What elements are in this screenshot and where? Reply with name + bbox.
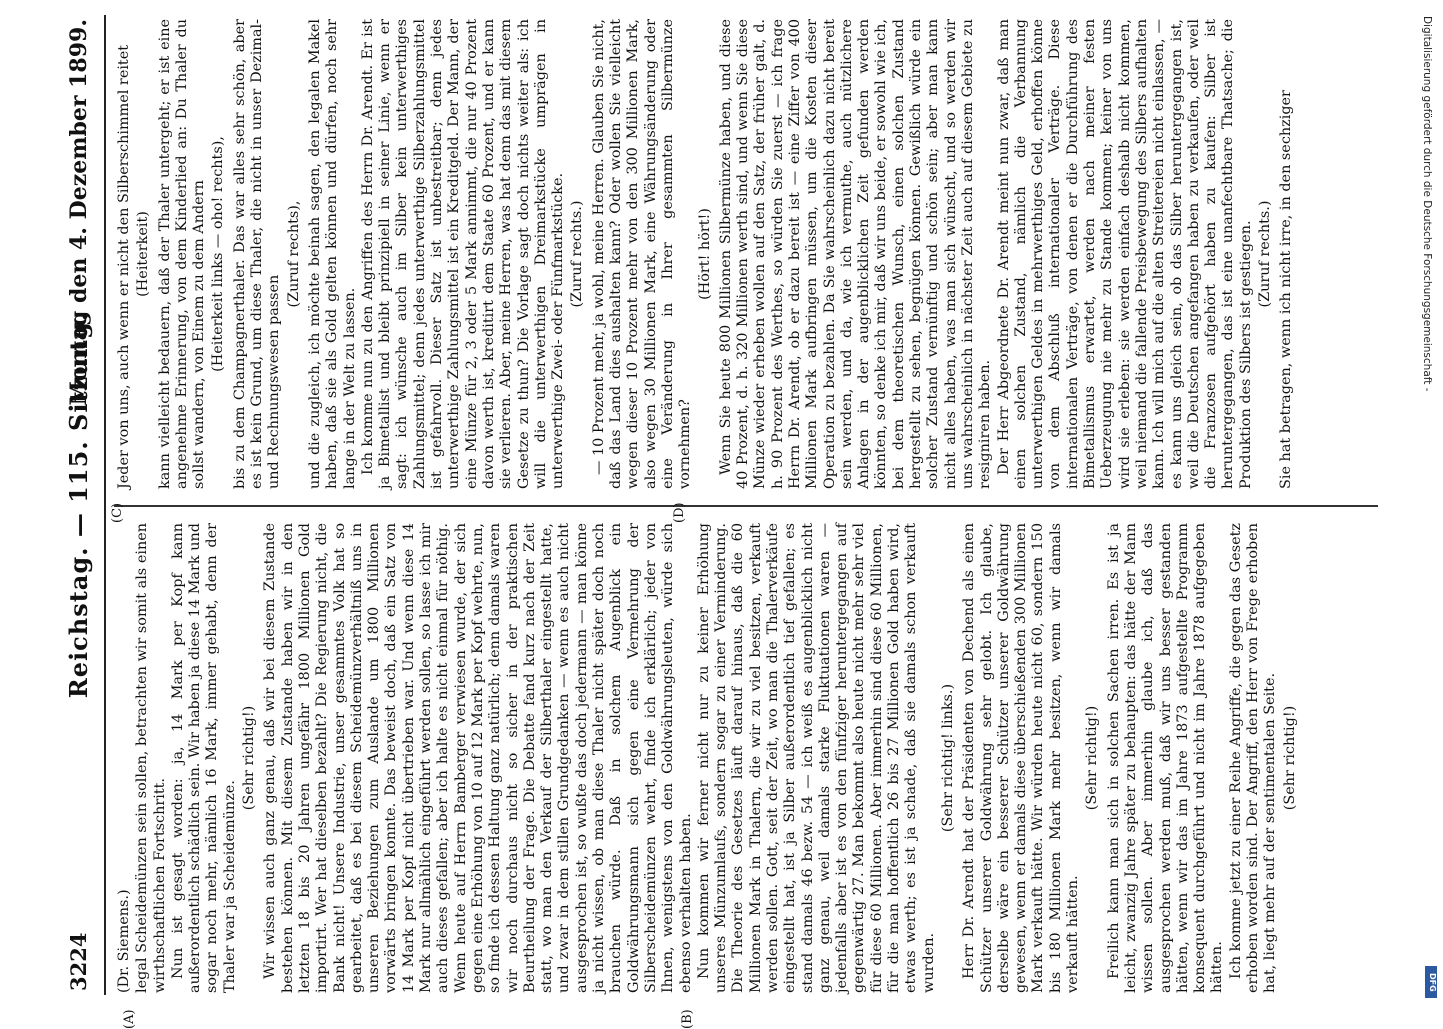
dfg-logo: DFG bbox=[1425, 966, 1437, 998]
interjection: (Sehr richtig!) bbox=[1281, 705, 1298, 811]
paragraph: Ich komme jetzt zu einer Reihe Angriffe, die gegen das Gesetz erhoben worden sind. Der Angriff, den Herr von Frege erhoben hat, liegt mehr auf der sentimentalen Seite. bbox=[1227, 523, 1279, 993]
digitization-watermark bbox=[1423, 6, 1443, 996]
interjection: (Heiterkeit) bbox=[135, 211, 152, 297]
interjection: (Zuruf rechts), bbox=[285, 200, 302, 308]
page-header bbox=[60, 15, 106, 995]
margin-mark-b: (B) bbox=[680, 1009, 695, 1029]
paragraph: kann vielleicht bedauern, daß der Thaler untergeht; er ist eine angenehme Erinnerung, von dem Kinderlied an: Du Thaler du sollst wandern, von Einem zu dem Andern bbox=[156, 19, 208, 489]
paragraph: Ich komme nun zu den Angriffen des Herrn Dr. Arendt. Er ist ja Bimetallist und bleibt prinzipiell in seiner Linie, wenn er sagt: ich wünsche auch im Silber kein unterwerthiges Zahlungsmittel; denn jedes unterwerthige Silberzahlungsmittel ist gefahrvoll. Dieser Satz ist unbestreitbar; denn jedes unterwerthige Zahlungsmittel ist ein Kreditgeld. Der Mann, der eine Münze für 2, 3 oder 5 Mark annimmt, die nur 40 Prozent davon werth ist, kreditirt dem Staate 60 Prozent, und er kann sie verlieren. Aber, meine Herren, was hat denn das mit diesem Gesetze zu thun? Die Vorlage sagt doch nichts weiter als: ich will die unterwerthigen Dreimarkstücke umprägen in unterwerthige Zwei- oder Fünfmarkstücke. bbox=[359, 19, 567, 489]
interjection: (Sehr richtig!) bbox=[1084, 705, 1101, 811]
paragraph: legal Scheidemünzen sein sollen, betrachten wir somit als einen wirthschaftlichen Fortschritt. bbox=[134, 523, 168, 993]
margin-mark-a: (A) bbox=[122, 1009, 137, 1029]
speaker-name: (Dr. Siemens.) bbox=[116, 889, 132, 993]
page-number: 3224 bbox=[66, 932, 91, 991]
paragraph: Jeder von uns, auch wenn er nicht den Silberschimmel reitet bbox=[116, 44, 132, 489]
paragraph: Nun ist gesagt worden: ja, 14 Mark per Kopf kann außerordentlich schädlich sein. Wir haben ja diese 14 Mark und sogar noch mehr, nämlich 16 Mark, immer gehabt, denn der Thaler war ja Scheidemünze. bbox=[169, 523, 238, 993]
paragraph: — 10 Prozent mehr, ja wohl, meine Herren. Glauben Sie nicht, daß das Land dies aushalten kann? Oder wollen Sie vielleicht wegen dieser 10 Prozent mehr von den 300 Millionen Mark, also wegen 30 Millionen Mark, eine Währungsänderung oder eine Veränderung in Ihrer gesammten Silbermünze vornehmen? bbox=[590, 19, 694, 489]
page-title: Reichstag. — 115. Sitzung. bbox=[64, 311, 93, 699]
paragraph: Wenn Sie heute 800 Millionen Silbermünze haben, und diese 40 Prozent, d. h. 320 Millionen werth sind, und wenn Sie diese Münze wieder erheben wollen auf den Satz, der früher galt, d. h. 90 Prozent des Werthes, so würden Sie zuerst — ich frage Herrn Dr. Arendt, ob er dazu bereit ist — eine Ziffer von 400 Millionen Mark aufbringen müssen, um die Kosten dieser Operation zu bezahlen. Da Sie wahrscheinlich dazu nicht bereit sein werden, und da, wie ich vermuthe, auch nützlichere Anlagen in der augenblicklichen Zeit gefunden werden könnten, so denke ich mir, daß wir uns beide, er sowohl wie ich, bei dem theoretischen Wunsch, einen solchen Zustand hergestellt zu sehen, begnügen können. Gewißlich würde ein solcher Zustand vernünftig und schön sein; aber man kann nicht alles haben, was man sich wünscht, und so werden wir uns wahrscheinlich in nächster Zeit auch auf diesem Gebiete zu resigniren haben. bbox=[717, 19, 994, 489]
paragraph: Der Herr Abgeordnete Dr. Arendt meint nun zwar, daß man einen solchen Zustand, nämlich die Verbannung unterwerthigen Geldes in mehrwerthiges Geld, erhoffen könne von dem Abschluß internationaler Verträge. Diese internationalen Verträge, von denen er die Durchführung des Bimetallismus erwartet, werden nach meiner festen Ueberzeugung nie mehr zu Stande kommen; keiner von uns wird sie erleben: sie werden einfach deshalb nicht kommen, weil niemand die fallende Preisbewegung des Silbers aufhalten kann. Ich will mich auf die alten Streitereien nicht einlassen, — es kann uns gleich sein, ob das Silber heruntergegangen ist, weil die Deutschen angefangen haben zu verkaufen, oder weil die Franzosen aufgehört haben zu kaufen: Silber ist heruntergegangen, das ist eine unanfechtbare Thatsache; die Produktion des Silbers ist gestiegen. bbox=[995, 19, 1254, 489]
margin-mark-c: (C) bbox=[110, 502, 125, 523]
interjection: (Zuruf rechts.) bbox=[569, 200, 586, 308]
paragraph: Nun kommen wir ferner nicht nur zu keiner Erhöhung unseres Münzumlaufs, sondern sogar zu einer Verminderung. Die Theorie des Gesetzes läuft darauf hinaus, daß die 60 Millionen Mark in Thalern, die wir zu viel besitzen, verkauft werden sollen. Gott, seit der Zeit, wo man die Thalerverkäufe eingestellt hat, ist ja Silber außerordentlich tief gefallen; es stand damals 46 bezw. 54 — ich weiß es augenblicklich nicht ganz genau, weil damals starke Fluktuationen waren — jedenfalls aber ist es von den fünfziger heruntergegangen auf gegenwärtig 27. Man bekommt also heute nicht mehr sehr viel für diese 60 Millionen. Aber immerhin sind diese 60 Millionen, für die man hoffentlich 26 bis 27 Millionen Gold haben wird, etwas werth; es ist ja schade, daß sie damals schon verkauft wurden. bbox=[695, 523, 937, 993]
interjection: (Sehr richtig!) bbox=[241, 705, 258, 811]
paragraph: Freilich kann man sich in solchen Sachen irren. Es ist ja leicht, zwanzig Jahre später zu behaupten: das hätte der Mann wissen sollen. Aber immerhin glaube ich, daß das ausgesprochen werden muß, daß wir uns besser gestanden hätten, wenn wir das im Jahre 1873 aufgestellte Programm konsequent durchgeführt und nicht im Jahre 1878 aufgegeben hätten. bbox=[1105, 523, 1226, 993]
page-date: Montag den 4. Dezember 1899. bbox=[66, 19, 92, 406]
interjection: (Zuruf rechts.) bbox=[1257, 200, 1273, 308]
interjection: (Sehr richtig! links.) bbox=[939, 683, 956, 833]
right-column bbox=[116, 19, 1376, 489]
newspaper-page bbox=[60, 15, 1390, 1029]
paragraph: bis zu dem Champagnerthaler. Das war alles sehr schön, aber es ist kein Grund, um diese Thaler, die nicht in unser Dezimal- und Rechnungswesen passen bbox=[231, 19, 283, 489]
interjection: (Hört! hört!) bbox=[696, 208, 713, 300]
paragraph: Wir wissen auch ganz genau, daß wir bei diesem Zustande bestehen können. Mit diesem Zustande haben wir in den letzten 18 bis 20 Jahren ungefähr 1800 Millionen Gold importirt. Wer hat dieselben bezahlt? Die Regierung nicht, die Bank nicht! Unsere Industrie, unser gesammtes Volk hat so gearbeitet, daß es bei diesem Scheidemünzverhältniß uns in unseren Beziehungen zum Auslande um 1800 Millionen vorwärts bringen konnte. Das beweist doch, daß ein Satz von 14 Mark per Kopf nicht übertrieben war. Und wenn diese 14 Mark nur allmählich eingeführt werden sollen, so lasse ich mir auch dieses gefallen; aber ich halte es nicht einmal für nöthig. Wenn heute auf Herrn Bamberger verwiesen wurde, der sich gegen eine Erhöhung von 10 auf 12 Mark per Kopf wehrte, nun, so finde ich dessen Haltung ganz natürlich; denn damals waren wir noch durchaus nicht so sicher in der praktischen Beurtheilung der Frage. Die Debatte fand kurz nach der Zeit statt, wo man den Verkauf der Silberthaler eingestellt hatte, und zwar in dem stillen Grundgedanken — wenn es auch nicht ausgesprochen ist, so wußte das doch jedermann — man könne ja nicht wissen, ob man diese Thaler nicht später doch noch brauchen würde. Daß in solchem Augenblick ein Goldwährungsmann sich gegen eine Vermehrung der Silberscheidemünzen wehrt, finde ich erklärlich; jeder von Ihnen, wenigstens von den Goldwährungsleuten, würde sich ebenso verhalten haben. bbox=[262, 523, 694, 993]
left-column bbox=[116, 523, 1376, 993]
paragraph: Herr Dr. Arendt hat der Präsidenten von Dechend als einen Schützer unserer Goldwährung sehr gelobt. Ich glaube, derselbe wäre ein besserer Schützer unserer Goldwährung gewesen, wenn er damals diese überschießenden 300 Millionen Mark verkauft hätte. Wir würden heute nicht 60, sondern 150 bis 180 Millionen Mark mehr besitzen, wenn wir damals verkauft hätten. bbox=[961, 523, 1082, 993]
paragraph: Sie hat betragen, wenn ich nicht irre, in den sechziger bbox=[1278, 90, 1295, 489]
paragraph: und die zugleich, ich möchte beinah sagen, den legalen Makel haben, daß sie als Gold gelten können und dürfen, noch sehr lange in der Welt zu lassen. bbox=[306, 19, 358, 489]
interjection: (Heiterkeit links — oho! rechts), bbox=[210, 136, 227, 372]
column-divider bbox=[114, 505, 1378, 507]
watermark-text: Digitalisierung gefördert durch die Deutsche Forschungsgemeinschaft - bbox=[1421, 16, 1433, 392]
margin-mark-d: (D) bbox=[672, 502, 687, 523]
